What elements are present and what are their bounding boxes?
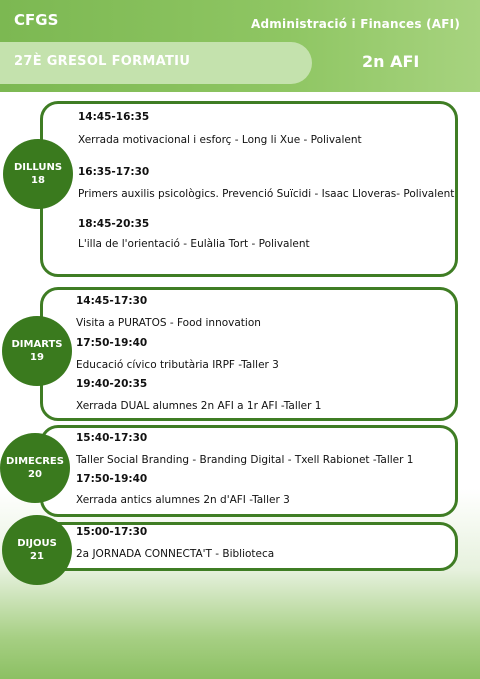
event-title: 27È GRESOL FORMATIU	[14, 54, 191, 69]
session-desc: L'illa de l'orientació - Eulàlia Tort - Polivalent	[78, 238, 310, 250]
day-badge-dilluns	[3, 139, 73, 209]
session-desc: Taller Social Branding - Branding Digital - Txell Rabionet -Taller 1	[76, 454, 414, 466]
session-desc: Xerrada DUAL alumnes 2n AFI a 1r AFI -Taller 1	[76, 400, 322, 412]
day-badge-dimecres	[0, 433, 70, 503]
session-time: 15:00-17:30	[76, 526, 148, 538]
session-desc: Educació cívico tributària IRPF -Taller 3	[76, 359, 279, 371]
session-time: 19:40-20:35	[76, 378, 148, 390]
session-desc: Primers auxilis psicològics. Prevenció Suïcidi - Isaac Lloveras- Polivalent	[78, 188, 455, 200]
session-time: 14:45-16:35	[78, 111, 150, 123]
day-name: DIMARTS	[11, 339, 63, 350]
course-label: 2n AFI	[362, 52, 420, 71]
day-number: 21	[30, 551, 44, 562]
day-name: DILLUNS	[13, 162, 63, 173]
session-desc: Xerrada motivacional i esforç - Long li Xue - Polivalent	[78, 134, 362, 146]
day-number: 18	[31, 175, 45, 186]
session-desc: Visita a PURATOS - Food innovation	[76, 317, 261, 329]
session-time: 18:45-20:35	[78, 218, 150, 230]
session-time: 17:50-19:40	[76, 473, 148, 485]
header-banner	[0, 0, 480, 92]
day-number: 20	[28, 469, 42, 480]
session-desc: Xerrada antics alumnes 2n d'AFI -Taller 3	[76, 494, 290, 506]
day-number: 19	[30, 352, 44, 363]
day-badge-dimarts	[2, 316, 72, 386]
day-name: DIMECRES	[6, 456, 64, 467]
day-name: DIJOUS	[17, 538, 57, 549]
session-time: 16:35-17:30	[78, 166, 150, 178]
session-time: 14:45-17:30	[76, 295, 148, 307]
event-band	[0, 42, 312, 84]
department-label: Administració i Finances (AFI)	[251, 17, 460, 31]
cfgs-label: CFGS	[14, 11, 59, 29]
day-badge-dijous	[2, 515, 72, 585]
session-time: 15:40-17:30	[76, 432, 148, 444]
session-time: 17:50-19:40	[76, 337, 148, 349]
session-desc: 2a JORNADA CONNECTA'T - Biblioteca	[76, 548, 275, 560]
